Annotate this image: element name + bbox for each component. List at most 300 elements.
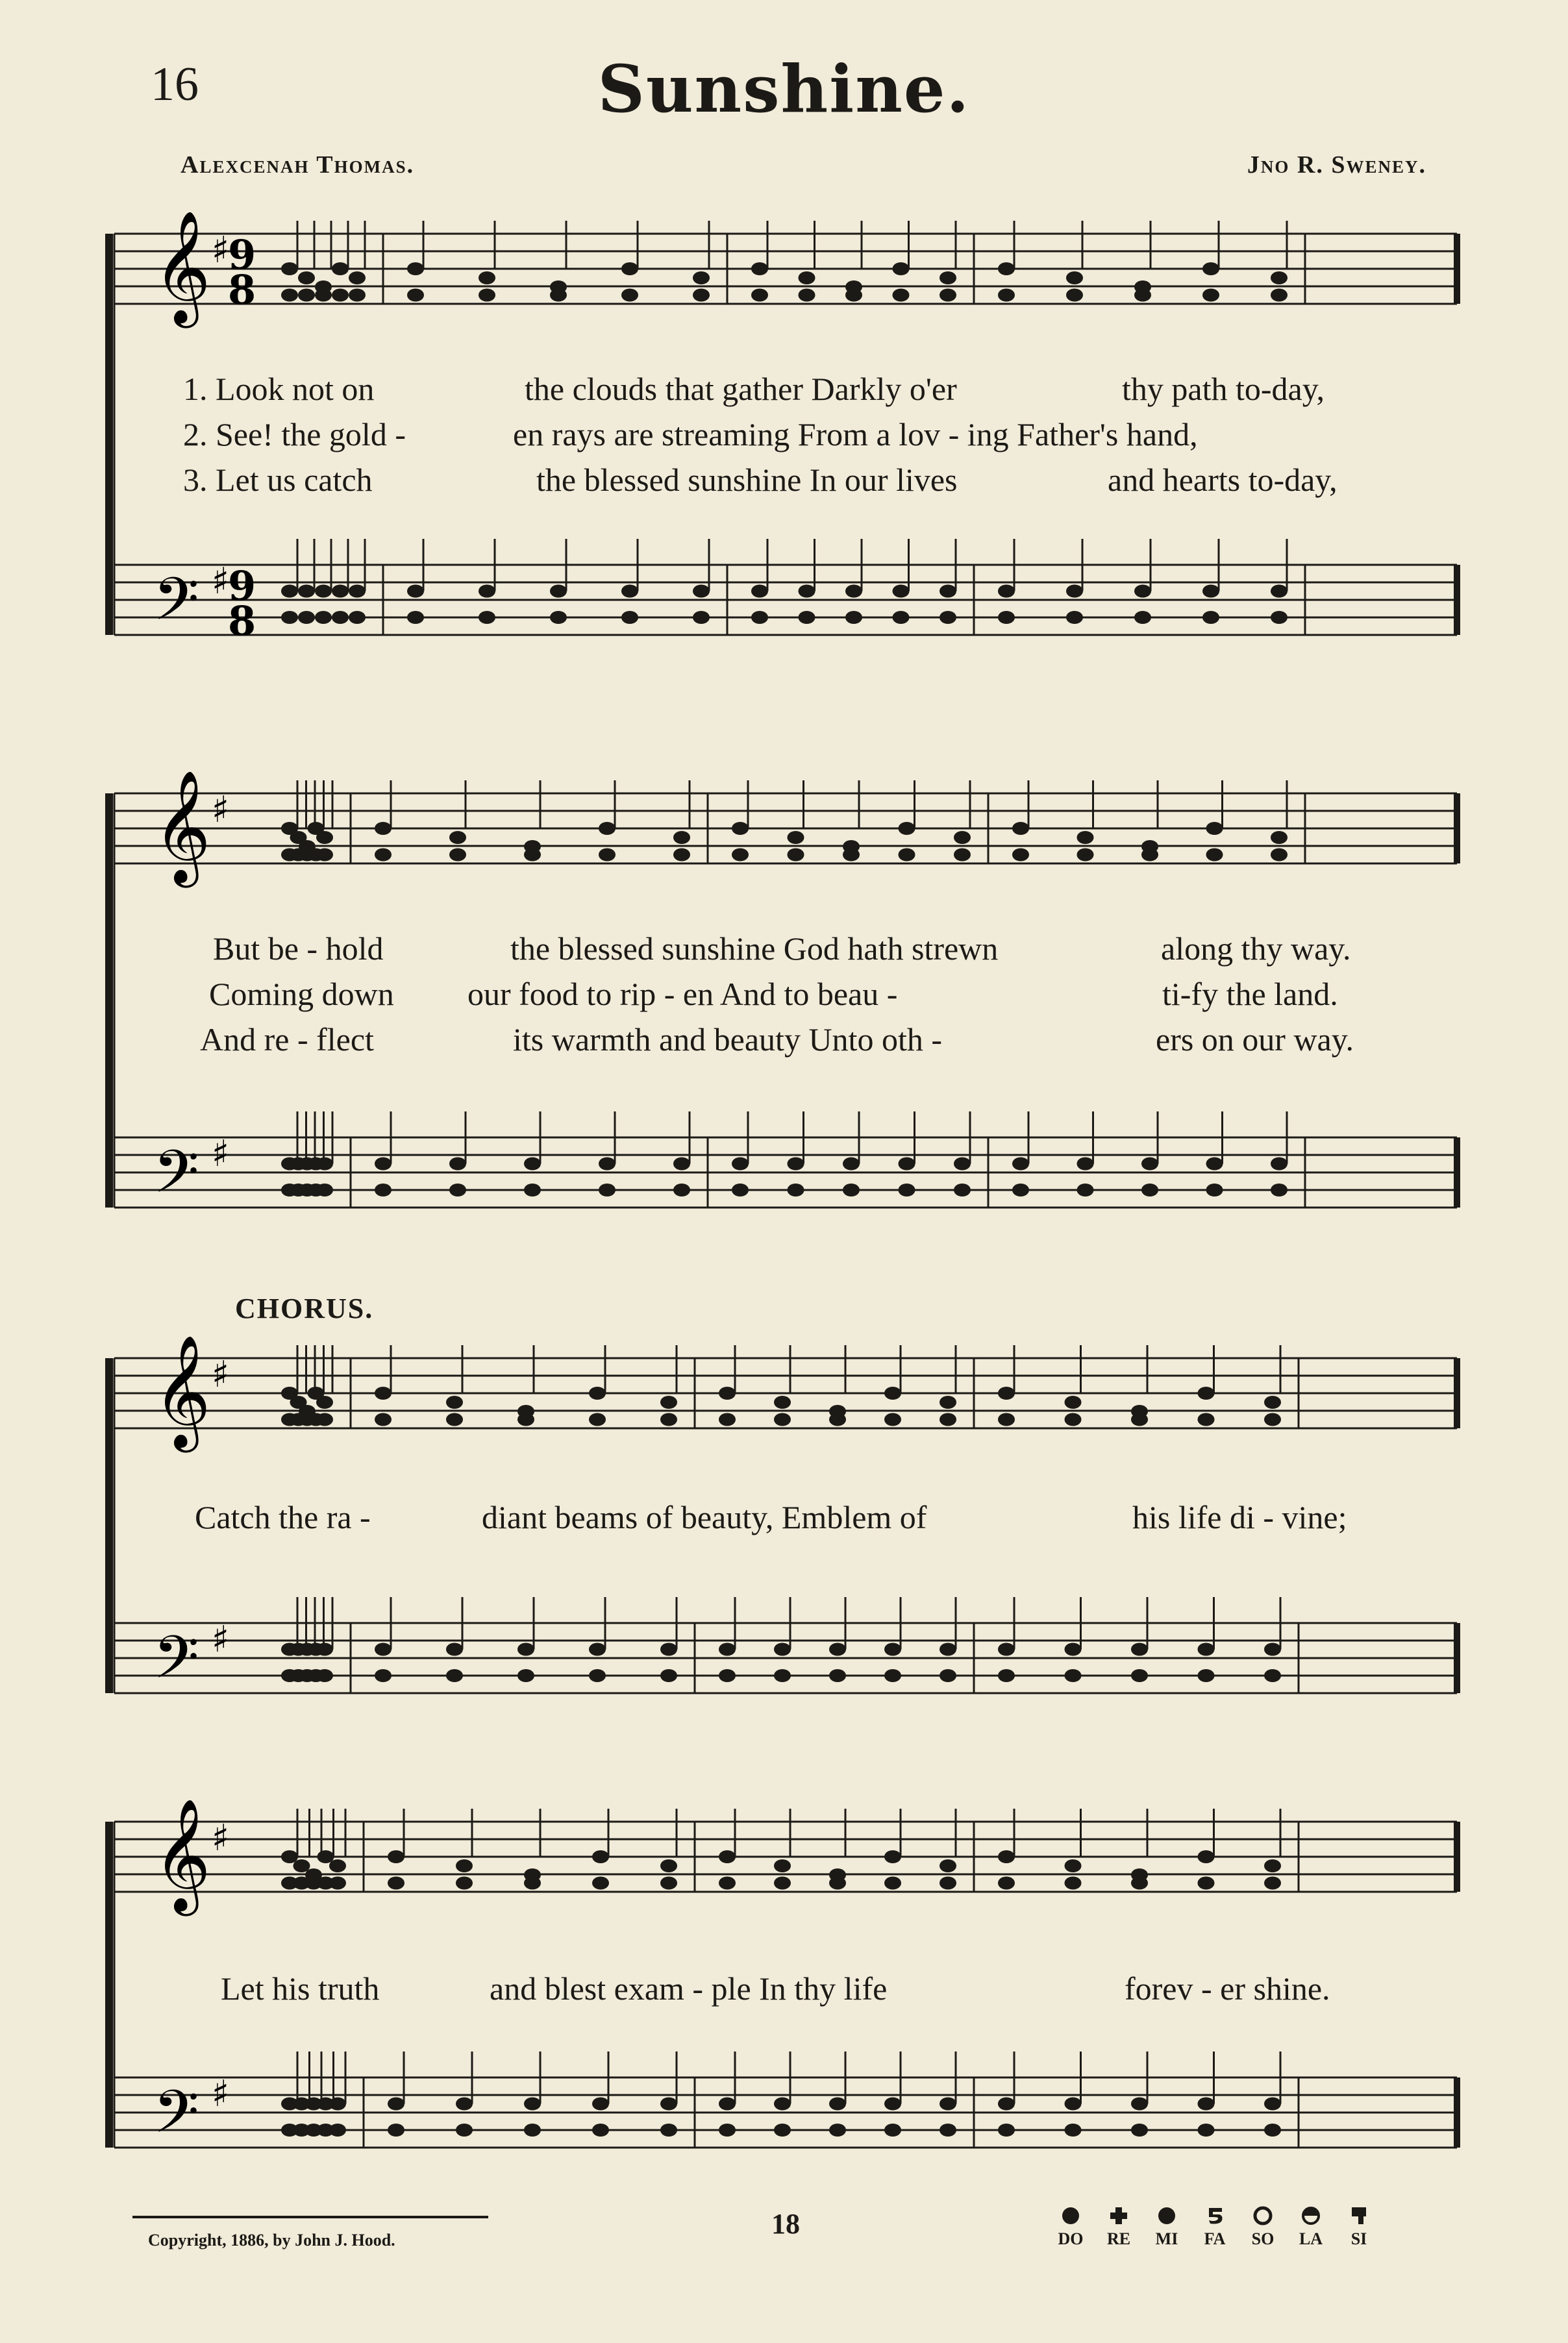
lyric-verse-3-part-2: the blessed sunshine In our lives	[536, 462, 958, 498]
note-head	[998, 1850, 1015, 1863]
note-head	[592, 1850, 609, 1863]
note-head	[599, 822, 616, 835]
note-head	[693, 611, 710, 624]
note-head	[843, 849, 860, 862]
lyric-chorus-line-1-part-3: his life di - vine;	[1132, 1499, 1347, 1535]
note-head	[693, 271, 710, 284]
note-head	[1198, 2124, 1215, 2137]
note-head	[732, 849, 749, 862]
note-head	[1271, 831, 1288, 844]
note-head	[281, 262, 298, 275]
note-head	[449, 849, 466, 862]
note-head	[1065, 2098, 1082, 2111]
note-head	[1198, 1387, 1215, 1400]
note-head	[479, 271, 495, 284]
note-head	[998, 1877, 1015, 1890]
note-head	[1065, 1877, 1082, 1890]
time-signature-digit: 8	[228, 597, 256, 645]
note-head	[388, 2124, 404, 2137]
note-head	[1131, 1643, 1148, 1656]
note-head	[298, 585, 315, 598]
note-head	[1065, 1643, 1082, 1656]
system-brace	[105, 234, 113, 635]
note-head	[829, 2124, 846, 2137]
half-shape-icon	[1301, 2205, 1321, 2227]
note-head	[316, 1669, 333, 1682]
note-head	[1202, 262, 1219, 275]
lyric-s2-line-3-part-3: ers on our way.	[1156, 1021, 1354, 1058]
note-head	[774, 1877, 791, 1890]
note-head	[884, 1387, 901, 1400]
note-head	[332, 262, 349, 275]
lyric-verse-1-part-2: the clouds that gather Darkly o'er	[525, 371, 957, 407]
note-head	[375, 1184, 392, 1196]
note-head	[829, 1413, 846, 1426]
note-head	[349, 585, 366, 598]
note-head	[1271, 849, 1288, 862]
note-head	[1065, 1859, 1082, 1872]
bass-clef-icon: 𝄢	[153, 565, 199, 648]
note-head	[517, 1669, 534, 1682]
note-head	[998, 1413, 1015, 1426]
note-head	[349, 611, 366, 624]
note-head	[281, 585, 298, 598]
note-head	[1264, 2098, 1281, 2111]
note-head	[524, 2124, 541, 2137]
note-head	[1077, 1184, 1094, 1196]
note-head	[349, 271, 366, 284]
lyric-verse-2-part-2: en rays are streaming From a lov - ing Father's hand,	[513, 416, 1198, 452]
note-head	[673, 1158, 690, 1171]
note-head	[1065, 1669, 1082, 1682]
note-head	[1134, 585, 1151, 598]
note-head	[1271, 611, 1288, 624]
note-head	[298, 611, 315, 624]
note-head	[884, 2098, 901, 2111]
note-head	[660, 1396, 677, 1409]
note-head	[751, 289, 768, 302]
note-head	[788, 849, 804, 862]
lyric-chorus-line-2-part-3: forev - er shine.	[1125, 1970, 1330, 2007]
note-head	[893, 611, 910, 624]
cross-shape-icon	[1109, 2205, 1128, 2227]
note-head	[1264, 1859, 1281, 1872]
copyright-notice: Copyright, 1886, by John J. Hood.	[148, 2231, 395, 2250]
note-head	[719, 2098, 736, 2111]
note-head	[884, 1877, 901, 1890]
system-brace	[105, 1358, 113, 1693]
note-head	[788, 1158, 804, 1171]
note-head	[329, 2124, 346, 2137]
note-head	[1066, 585, 1083, 598]
note-head	[1065, 1413, 1082, 1426]
note-head	[829, 1643, 846, 1656]
note-head	[1012, 822, 1029, 835]
note-head	[1271, 289, 1288, 302]
key-signature-sharp: ♯	[212, 2073, 230, 2115]
note-head	[599, 849, 616, 862]
solfege-label: SO	[1251, 2229, 1275, 2248]
note-head	[1012, 1158, 1029, 1171]
key-signature-sharp: ♯	[212, 229, 230, 271]
note-head	[940, 611, 956, 624]
key-signature-sharp: ♯	[212, 1354, 230, 1396]
note-head	[998, 585, 1015, 598]
note-head	[388, 2098, 404, 2111]
note-head	[298, 289, 315, 302]
note-head	[1066, 611, 1083, 624]
lyric-verse-2-part-1: 2. See! the gold -	[183, 416, 406, 452]
note-head	[375, 1158, 392, 1171]
note-head	[893, 262, 910, 275]
note-head	[1202, 289, 1219, 302]
note-head	[332, 585, 349, 598]
note-head	[1012, 849, 1029, 862]
note-head	[998, 262, 1015, 275]
note-head	[899, 849, 915, 862]
lyric-verse-3-part-3: and hearts to-day,	[1108, 462, 1338, 498]
page-number: 16	[151, 58, 199, 111]
note-head	[592, 1877, 609, 1890]
lyric-s2-line-3-part-2: its warmth and beauty Unto oth -	[513, 1021, 942, 1058]
note-head	[998, 1387, 1015, 1400]
solfege-item	[1195, 2205, 1235, 2249]
note-head	[1264, 1877, 1281, 1890]
note-head	[788, 831, 804, 844]
bass-clef-icon: 𝄢	[153, 1137, 199, 1221]
note-head	[774, 1396, 791, 1409]
note-head	[1198, 1643, 1215, 1656]
lyric-s2-line-2-part-1: Coming down	[209, 976, 394, 1012]
note-head	[589, 1387, 606, 1400]
note-head	[1271, 585, 1288, 598]
note-head	[1131, 1877, 1148, 1890]
note-head	[1202, 611, 1219, 624]
note-head	[332, 611, 349, 624]
note-head	[954, 849, 971, 862]
note-head	[1077, 1158, 1094, 1171]
note-head	[316, 1643, 333, 1656]
note-head	[1065, 2124, 1082, 2137]
note-head	[1065, 1396, 1082, 1409]
solfege-item	[1099, 2205, 1139, 2249]
note-head	[375, 849, 392, 862]
lyric-s2-line-2-part-3: ti-fy the land.	[1162, 976, 1338, 1012]
note-head	[375, 822, 392, 835]
note-head	[375, 1413, 392, 1426]
note-head	[693, 585, 710, 598]
note-head	[1198, 1413, 1215, 1426]
note-head	[446, 1669, 463, 1682]
lyric-s2-line-3-part-1: And re - flect	[200, 1021, 374, 1058]
solfege-item	[1291, 2205, 1331, 2249]
solfege-label: RE	[1106, 2229, 1131, 2248]
note-head	[845, 289, 862, 302]
note-head	[660, 1669, 677, 1682]
note-head	[449, 831, 466, 844]
note-head	[1141, 1158, 1158, 1171]
note-head	[479, 585, 495, 598]
note-head	[315, 611, 332, 624]
note-head	[829, 2098, 846, 2111]
note-head	[1264, 2124, 1281, 2137]
system-brace	[105, 1822, 113, 2148]
lyric-chorus-line-1-part-1: Catch the ra -	[195, 1499, 371, 1535]
time-signature-digit: 9	[228, 562, 256, 610]
key-signature-sharp: ♯	[212, 1133, 230, 1175]
note-head	[316, 1413, 333, 1426]
note-head	[298, 271, 315, 284]
lyricist-credit: Alexcenah Thomas.	[180, 151, 415, 179]
note-head	[998, 611, 1015, 624]
note-head	[998, 1643, 1015, 1656]
note-head	[774, 1413, 791, 1426]
lyric-s2-line-1-part-2: the blessed sunshine God hath strewn	[510, 930, 999, 967]
lyric-verse-3-part-1: 3. Let us catch	[183, 462, 373, 498]
note-head	[940, 585, 956, 598]
note-head	[660, 1877, 677, 1890]
note-head	[774, 2124, 791, 2137]
note-head	[446, 1643, 463, 1656]
note-head	[719, 1413, 736, 1426]
note-head	[456, 2124, 473, 2137]
note-head	[940, 271, 956, 284]
note-head	[829, 1669, 846, 1682]
note-head	[1077, 831, 1094, 844]
note-head	[1141, 849, 1158, 862]
note-head	[621, 289, 638, 302]
solfege-item	[1243, 2205, 1283, 2249]
note-head	[998, 1669, 1015, 1682]
key-signature-sharp: ♯	[212, 1618, 230, 1661]
note-head	[316, 831, 333, 844]
circle-shape-icon	[1157, 2205, 1176, 2227]
note-head	[751, 262, 768, 275]
note-head	[940, 1396, 956, 1409]
circle-shape-icon	[1061, 2205, 1080, 2227]
note-head	[589, 1643, 606, 1656]
note-head	[660, 2098, 677, 2111]
note-head	[1264, 1413, 1281, 1426]
note-head	[316, 1158, 333, 1171]
chorus-label: CHORUS.	[235, 1293, 374, 1324]
note-head	[524, 2098, 541, 2111]
note-head	[884, 1643, 901, 1656]
note-head	[673, 1184, 690, 1196]
lyric-chorus-line-1-part-2: diant beams of beauty, Emblem of	[482, 1499, 927, 1535]
lyric-s2-line-2-part-2: our food to rip - en And to beau -	[467, 976, 898, 1012]
note-head	[1198, 2098, 1215, 2111]
note-head	[407, 262, 424, 275]
note-head	[1012, 1184, 1029, 1196]
note-head	[998, 2098, 1015, 2111]
note-head	[332, 289, 349, 302]
note-head	[524, 1158, 541, 1171]
note-head	[589, 1669, 606, 1682]
note-head	[329, 2098, 346, 2111]
note-head	[893, 289, 910, 302]
note-head	[899, 1158, 915, 1171]
note-head	[719, 1669, 736, 1682]
note-head	[884, 1850, 901, 1863]
note-head	[1198, 1877, 1215, 1890]
five-shape-icon	[1205, 2205, 1225, 2227]
system-brace	[105, 793, 113, 1208]
note-head	[660, 1859, 677, 1872]
key-signature-sharp: ♯	[212, 789, 230, 831]
note-head	[940, 1859, 956, 1872]
note-head	[388, 1877, 404, 1890]
lyric-s2-line-1-part-1: But be - hold	[213, 930, 384, 967]
note-head	[774, 1669, 791, 1682]
solfege-item	[1051, 2205, 1091, 2249]
note-head	[592, 2124, 609, 2137]
note-head	[719, 1387, 736, 1400]
note-head	[317, 1850, 334, 1863]
note-head	[899, 1184, 915, 1196]
note-head	[660, 1413, 677, 1426]
note-head	[1264, 1643, 1281, 1656]
note-head	[940, 1669, 956, 1682]
note-head	[446, 1396, 463, 1409]
note-head	[1141, 1184, 1158, 1196]
note-head	[1271, 271, 1288, 284]
note-head	[456, 2098, 473, 2111]
note-head	[1131, 1669, 1148, 1682]
note-head	[1264, 1669, 1281, 1682]
note-head	[456, 1859, 473, 1872]
treble-clef-icon: 𝄞	[153, 1335, 211, 1448]
note-head	[621, 262, 638, 275]
note-head	[281, 611, 298, 624]
note-head	[998, 2124, 1015, 2137]
note-head	[751, 585, 768, 598]
bass-clef-icon: 𝄢	[153, 2077, 199, 2161]
note-head	[884, 2124, 901, 2137]
note-head	[1206, 822, 1223, 835]
note-head	[940, 1877, 956, 1890]
note-head	[719, 1877, 736, 1890]
time-signature-digit: 9	[228, 231, 256, 279]
composer-credit: Jno R. Sweney.	[1247, 151, 1426, 179]
note-head	[845, 611, 862, 624]
note-head	[845, 585, 862, 598]
note-head	[281, 289, 298, 302]
treble-clef-icon: 𝄞	[153, 770, 211, 883]
note-head	[673, 849, 690, 862]
note-head	[954, 1158, 971, 1171]
note-head	[315, 289, 332, 302]
note-head	[799, 585, 815, 598]
note-head	[329, 1859, 346, 1872]
note-head	[893, 585, 910, 598]
note-head	[843, 1158, 860, 1171]
note-head	[719, 2124, 736, 2137]
note-head	[1066, 271, 1083, 284]
solfege-label: LA	[1299, 2229, 1323, 2248]
note-head	[788, 1184, 804, 1196]
lyric-chorus-line-2-part-1: Let his truth	[221, 1970, 380, 2007]
note-head	[660, 1643, 677, 1656]
solfege-label: SI	[1350, 2229, 1367, 2248]
shape-note-legend	[1051, 2205, 1379, 2249]
note-head	[456, 1877, 473, 1890]
note-head	[479, 289, 495, 302]
note-head	[293, 1859, 310, 1872]
note-head	[1066, 289, 1083, 302]
note-head	[998, 289, 1015, 302]
note-head	[732, 1184, 749, 1196]
solfege-label: MI	[1155, 2229, 1178, 2248]
note-head	[1206, 1184, 1223, 1196]
solfege-item	[1339, 2205, 1379, 2249]
time-signature-digit: 8	[228, 266, 256, 314]
note-head	[751, 611, 768, 624]
note-head	[550, 289, 567, 302]
ring-shape-icon	[1253, 2205, 1273, 2227]
note-head	[1131, 1413, 1148, 1426]
note-head	[693, 289, 710, 302]
note-head	[375, 1387, 392, 1400]
note-head	[673, 831, 690, 844]
note-head	[550, 585, 567, 598]
lyric-chorus-line-2-part-2: and blest exam - ple In thy life	[490, 1970, 888, 2007]
note-head	[1134, 611, 1151, 624]
note-head	[1206, 1158, 1223, 1171]
note-head	[589, 1413, 606, 1426]
note-head	[449, 1158, 466, 1171]
note-head	[1131, 2098, 1148, 2111]
note-head	[954, 1184, 971, 1196]
note-head	[1202, 585, 1219, 598]
note-head	[316, 849, 333, 862]
note-head	[774, 1859, 791, 1872]
note-head	[774, 2098, 791, 2111]
key-signature-sharp: ♯	[212, 1817, 230, 1859]
note-head	[1206, 849, 1223, 862]
note-head	[621, 585, 638, 598]
note-head	[799, 271, 815, 284]
note-head	[774, 1643, 791, 1656]
note-head	[940, 289, 956, 302]
note-head	[884, 1413, 901, 1426]
note-head	[799, 611, 815, 624]
note-head	[550, 611, 567, 624]
note-head	[524, 849, 541, 862]
solfege-label: DO	[1058, 2229, 1084, 2248]
note-head	[719, 1850, 736, 1863]
note-head	[660, 2124, 677, 2137]
note-head	[517, 1643, 534, 1656]
note-head	[884, 1669, 901, 1682]
note-head	[407, 611, 424, 624]
note-head	[329, 1877, 346, 1890]
note-head	[719, 1643, 736, 1656]
note-head	[732, 822, 749, 835]
note-head	[940, 1643, 956, 1656]
note-head	[315, 585, 332, 598]
note-head	[1271, 1158, 1288, 1171]
note-head	[940, 2124, 956, 2137]
note-head	[316, 1184, 333, 1196]
note-head	[388, 1850, 404, 1863]
solfege-label: FA	[1204, 2229, 1226, 2248]
note-head	[599, 1158, 616, 1171]
note-head	[1131, 2124, 1148, 2137]
lyric-verse-1-part-1: 1. Look not on	[183, 371, 375, 407]
hymn-title: Sunshine.	[597, 51, 971, 127]
note-head	[407, 289, 424, 302]
